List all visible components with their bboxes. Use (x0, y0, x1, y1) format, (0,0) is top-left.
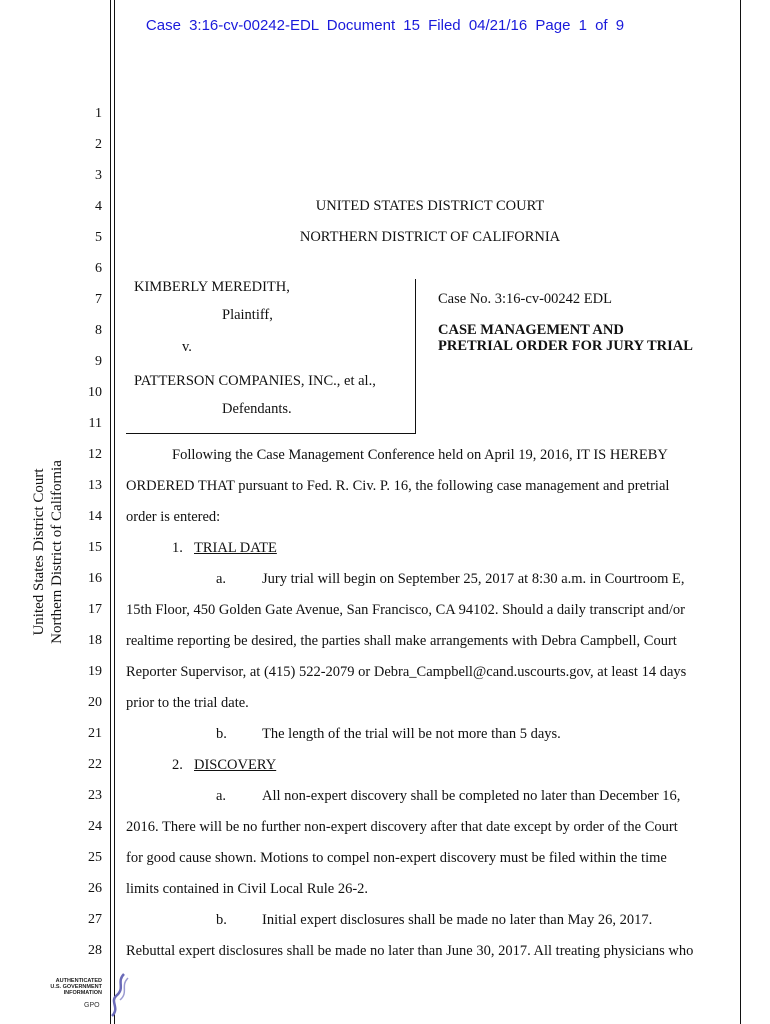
line-number: 18 (88, 633, 102, 648)
logo-text-line: AUTHENTICATED (55, 978, 102, 984)
line-number: 26 (88, 881, 102, 896)
line-number: 5 (95, 230, 102, 245)
section-number: 2. (172, 757, 183, 773)
margin-rule-right (740, 0, 741, 1024)
line-number: 8 (95, 323, 102, 338)
line-number: 24 (88, 819, 102, 834)
line-number: 3 (95, 168, 102, 183)
margin-rule-left-inner (114, 0, 115, 1024)
line-number: 23 (88, 788, 102, 803)
item-label: a. (216, 788, 227, 804)
line-number: 11 (88, 416, 102, 431)
logo-gpo-mark: GPO (84, 1002, 100, 1009)
line-number: 6 (95, 261, 102, 276)
item-label: b. (216, 726, 227, 742)
intro-line: order is entered: (126, 509, 221, 525)
body-line: Jury trial will begin on September 25, 2017 at 8:30 a.m. in Courtroom E, (262, 571, 685, 587)
body-line: 2016. There will be no further non-expert discovery after that date except by order of the Court (126, 819, 678, 835)
line-number: 12 (88, 447, 102, 462)
line-number: 10 (88, 385, 102, 400)
line-number: 27 (88, 912, 102, 927)
plaintiff-name: KIMBERLY MEREDITH, (134, 279, 290, 295)
body-line: for good cause shown. Motions to compel non-expert discovery must be filed within the time (126, 850, 667, 866)
line-number: 28 (88, 943, 102, 958)
line-number: 16 (88, 571, 102, 586)
case-number: Case No. 3:16-cv-00242 EDL (438, 291, 612, 307)
line-number: 7 (95, 292, 102, 307)
defendant-name: PATTERSON COMPANIES, INC., et al., (134, 373, 376, 389)
line-number: 17 (88, 602, 102, 617)
line-number: 4 (95, 199, 102, 214)
body-line: Reporter Supervisor, at (415) 522-2079 or Debra_Campbell@cand.uscourts.gov, at least 14 days (126, 664, 687, 680)
margin-rule-left-outer (110, 0, 111, 1024)
line-number: 14 (88, 509, 102, 524)
line-number: 9 (95, 354, 102, 369)
body-line: All non-expert discovery shall be completed no later than December 16, (262, 788, 681, 804)
line-number: 25 (88, 850, 102, 865)
section-title-trial-date: TRIAL DATE (194, 540, 277, 556)
item-label: a. (216, 571, 227, 587)
line-number: 2 (95, 137, 102, 152)
logo-text-line: INFORMATION (63, 990, 102, 996)
order-title-line1: CASE MANAGEMENT AND (438, 322, 624, 338)
item-label: b. (216, 912, 227, 928)
versus: v. (182, 339, 192, 355)
intro-line: Following the Case Management Conference held on April 19, 2016, IT IS HEREBY (172, 447, 668, 463)
line-number: 19 (88, 664, 102, 679)
section-title-discovery: DISCOVERY (194, 757, 277, 773)
body-line: Initial expert disclosures shall be made no later than May 26, 2017. (262, 912, 653, 928)
gpo-authentication-logo (40, 972, 135, 1020)
plaintiff-role: Plaintiff, (222, 307, 273, 323)
body-line: prior to the trial date. (126, 695, 249, 711)
page-header: Case 3:16-cv-00242-EDL Document 15 Filed 04/21/16 Page 1 of 9 (145, 17, 625, 34)
body-line: The length of the trial will be not more than 5 days. (262, 726, 561, 742)
sidebar-line-district: Northern District of California (49, 460, 65, 644)
logo-text-line: U.S. GOVERNMENT (50, 984, 102, 990)
line-number: 21 (88, 726, 102, 741)
line-number: 15 (88, 540, 102, 555)
line-number: 20 (88, 695, 102, 710)
body-line: realtime reporting be desired, the parties shall make arrangements with Debra Campbell, Court (126, 633, 677, 649)
body-line: limits contained in Civil Local Rule 26-2. (126, 881, 369, 897)
court-name: UNITED STATES DISTRICT COURT (315, 198, 545, 214)
court-district: NORTHERN DISTRICT OF CALIFORNIA (299, 229, 561, 245)
body-line: Rebuttal expert disclosures shall be made no later than June 30, 2017. All treating physicians who (126, 943, 694, 959)
body-line: 15th Floor, 450 Golden Gate Avenue, San Francisco, CA 94102. Should a daily transcript and/or (126, 602, 685, 618)
sidebar-line-court: United States District Court (31, 468, 47, 636)
line-number: 13 (88, 478, 102, 493)
eagle-icon (102, 972, 132, 1018)
line-number: 1 (95, 106, 102, 121)
order-title-line2: PRETRIAL ORDER FOR JURY TRIAL (438, 338, 693, 354)
line-number: 22 (88, 757, 102, 772)
defendant-role: Defendants. (222, 401, 292, 417)
section-number: 1. (172, 540, 183, 556)
intro-line: ORDERED THAT pursuant to Fed. R. Civ. P. 16, the following case management and pretrial (126, 478, 670, 494)
